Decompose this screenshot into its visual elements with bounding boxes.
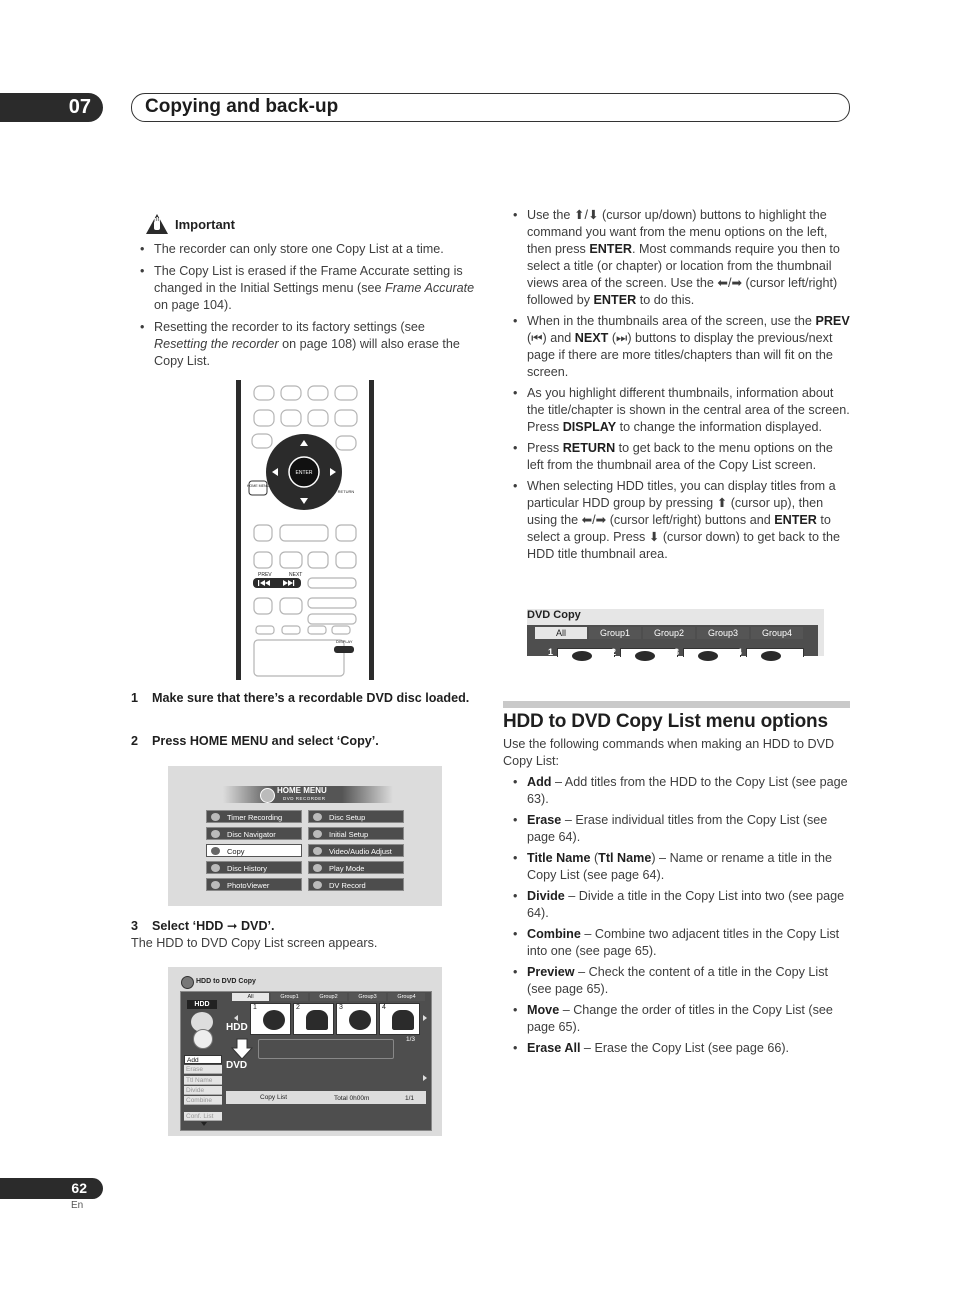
home-menu-item[interactable] bbox=[308, 810, 404, 823]
home-menu-item-label: PhotoViewer bbox=[227, 881, 270, 890]
menu-option-description: – Erase the Copy List (see page 66). bbox=[580, 1041, 790, 1055]
thumbnail-image bbox=[349, 1010, 371, 1030]
menu-option-description: – Divide a title in the Copy List into two (see page 64). bbox=[527, 889, 845, 920]
step-2-number: 2 bbox=[131, 734, 139, 748]
home-menu-item[interactable] bbox=[206, 844, 302, 857]
group-tabs-screenshot bbox=[527, 609, 824, 656]
home-menu-item[interactable] bbox=[308, 878, 404, 891]
important-label: Important bbox=[175, 216, 235, 232]
remote-next-label: NEXT bbox=[289, 572, 303, 578]
menu-option-item bbox=[513, 812, 851, 846]
page-language: En bbox=[71, 1200, 84, 1211]
important-item-reference: Frame Accurate bbox=[385, 281, 475, 295]
hdd-badge: HDD bbox=[187, 1000, 217, 1009]
thumbnail-image bbox=[392, 1010, 414, 1030]
copy-list-label: Copy List bbox=[260, 1094, 288, 1101]
copy-list-next-arrow[interactable] bbox=[423, 1075, 427, 1081]
copy-group-tabs bbox=[232, 993, 425, 1001]
step-3 bbox=[131, 918, 481, 935]
menu-option-alias: Ttl Name bbox=[598, 851, 652, 865]
step-3-number: 3 bbox=[131, 919, 139, 933]
menu-option-item bbox=[513, 1040, 851, 1057]
small-thumbnail-image bbox=[572, 651, 592, 661]
group-tab[interactable]: Group1 bbox=[271, 993, 308, 1001]
menu-option-item bbox=[513, 1002, 851, 1036]
title-thumbnail[interactable] bbox=[250, 1003, 291, 1035]
instruction-bullets bbox=[513, 207, 851, 567]
menu-option-item bbox=[513, 964, 851, 998]
section-intro: Use the following commands when making an HDD to DVD Copy List: bbox=[503, 737, 835, 768]
important-block bbox=[140, 213, 480, 375]
warning-hand-icon bbox=[145, 213, 169, 235]
home-menu-screenshot bbox=[168, 766, 442, 906]
important-item-text-end: on page 108) will also erase the Copy List. bbox=[154, 337, 460, 368]
instruction-item: • When selecting HDD titles, you can display titles from a particular HDD group by pressing ⬆ (cursor up), then using the ⬅/➡ (cursor left/right) buttons and ENTER to select a group. Press ⬇ (cursor down) to get back to the HDD title thumbnail area. bbox=[513, 478, 851, 563]
thumbnail-number: 2 bbox=[296, 1004, 300, 1011]
small-thumbnail-number: 1 bbox=[548, 647, 554, 657]
copy-disc-icon bbox=[181, 976, 194, 989]
page-indicator-bottom: 1/1 bbox=[405, 1095, 415, 1102]
group-tab[interactable]: Group4 bbox=[751, 627, 803, 639]
home-menu-item-label: Copy bbox=[227, 847, 245, 856]
small-thumbnail[interactable] bbox=[737, 647, 804, 657]
copy-list-screenshot bbox=[168, 967, 442, 1136]
important-item bbox=[140, 241, 480, 258]
menu-option-term: Divide bbox=[527, 889, 565, 903]
home-menu-item-label: DV Record bbox=[329, 881, 366, 890]
thumbnail-image bbox=[306, 1010, 328, 1030]
menu-option-description: – Change the order of titles in the Copy List (see page 65). bbox=[527, 1003, 833, 1034]
remote-home-menu-label: HOME MENU bbox=[246, 484, 270, 488]
small-thumbnail[interactable] bbox=[548, 647, 615, 657]
group-tab[interactable]: Group3 bbox=[697, 627, 749, 639]
info-box bbox=[258, 1039, 394, 1059]
step-2 bbox=[131, 733, 481, 750]
home-menu-item-label: Initial Setup bbox=[329, 830, 369, 839]
small-thumbnail-number: 4 bbox=[737, 647, 743, 657]
remote-return-label: RETURN bbox=[337, 489, 355, 494]
copy-menu-item[interactable]: Divide bbox=[184, 1086, 222, 1095]
step-1-number: 1 bbox=[131, 691, 139, 705]
instruction-item: • As you highlight different thumbnails, information about the title/chapter is shown in the central area of the screen. Press DISPLAY to change the information displayed. bbox=[513, 385, 851, 436]
menu-item-icon bbox=[211, 864, 220, 872]
menu-item-icon bbox=[211, 813, 220, 821]
menu-option-term: Add bbox=[527, 775, 552, 789]
chapter-title: Copying and back-up bbox=[131, 93, 850, 122]
group-tab[interactable]: Group2 bbox=[310, 993, 347, 1001]
home-menu-item-label: Disc Navigator bbox=[227, 830, 276, 839]
menu-option-description: – Add titles from the HDD to the Copy List (see page 63). bbox=[527, 775, 848, 806]
menu-option-description: – Check the content of a title in the Copy List (see page 65). bbox=[527, 965, 829, 996]
important-item bbox=[140, 263, 480, 314]
important-item-text: Resetting the recorder to its factory settings (see bbox=[154, 320, 425, 334]
menu-option-item: • Title Name (Ttl Name) – Name or rename a title in the Copy List (see page 64). bbox=[513, 850, 851, 884]
step-3-text: Select ‘HDD ➞ DVD’. bbox=[152, 919, 275, 933]
title-thumbnail[interactable] bbox=[336, 1003, 377, 1035]
step-2-text: Press HOME MENU and select ‘Copy’. bbox=[152, 734, 379, 748]
important-heading bbox=[140, 213, 480, 235]
important-item bbox=[140, 319, 480, 370]
menu-item-icon bbox=[313, 813, 322, 821]
copy-menu-item[interactable]: Add bbox=[184, 1055, 222, 1064]
home-menu-disc-icon bbox=[260, 788, 275, 803]
menu-option-description: – Combine two adjacent titles in the Copy List into one (see page 65). bbox=[527, 927, 840, 958]
home-menu-item-label: Disc Setup bbox=[329, 813, 366, 822]
small-thumbnail-image bbox=[761, 651, 781, 661]
title-thumbnail[interactable] bbox=[379, 1003, 420, 1035]
menu-option-item bbox=[513, 774, 851, 808]
copy-menu-item[interactable]: Erase bbox=[184, 1065, 222, 1074]
chapter-number: 07 bbox=[0, 93, 103, 122]
small-thumbnail-image bbox=[635, 651, 655, 661]
group-tab[interactable]: Group1 bbox=[589, 627, 641, 639]
small-screen-title: DVD Copy bbox=[527, 609, 581, 621]
menu-item-icon bbox=[313, 830, 322, 838]
home-menu-item[interactable] bbox=[206, 827, 302, 840]
small-thumbnail-number: 3 bbox=[674, 647, 680, 657]
small-group-tabs bbox=[535, 627, 803, 639]
menu-option-term: Preview bbox=[527, 965, 575, 979]
page-number: 62 bbox=[0, 1178, 103, 1199]
small-thumbnail-image bbox=[698, 651, 718, 661]
section-rule bbox=[503, 701, 850, 708]
home-menu-item-label: Disc History bbox=[227, 864, 268, 873]
home-menu-item[interactable] bbox=[308, 844, 404, 857]
menu-options-list bbox=[513, 774, 851, 1061]
hdd-label: HDD bbox=[226, 1022, 248, 1033]
menu-item-icon bbox=[313, 847, 322, 855]
home-menu-item[interactable] bbox=[308, 861, 404, 874]
instruction-item: • Use the ⬆/⬇ (cursor up/down) buttons to highlight the command you want from the menu options on the left, then press ENTER. Most commands require you then to select a title (or chapter) or location from the thumbnail views area of the screen. Use the ⬅/➡ (cursor left/right) followed by ENTER to do this. bbox=[513, 207, 851, 309]
small-thumbnail[interactable] bbox=[674, 647, 741, 657]
step-3-description: The HDD to DVD Copy List screen appears. bbox=[131, 936, 378, 950]
thumb-prev-arrow[interactable] bbox=[234, 1015, 238, 1021]
home-menu-item[interactable] bbox=[206, 810, 302, 823]
dvd-label: DVD bbox=[226, 1060, 248, 1071]
home-menu-title: HOME MENU bbox=[277, 786, 327, 795]
menu-option-term: Title Name bbox=[527, 851, 591, 865]
menu-item-icon bbox=[211, 881, 220, 889]
group-tab[interactable]: Group4 bbox=[388, 993, 425, 1001]
home-menu-item-label: Timer Recording bbox=[227, 813, 283, 822]
thumbnail-number: 4 bbox=[382, 1004, 386, 1011]
menu-scroll-down-icon[interactable] bbox=[201, 1122, 207, 1126]
menu-option-term: Combine bbox=[527, 927, 581, 941]
copy-menu-item[interactable]: Conf. List bbox=[184, 1112, 222, 1121]
step-1 bbox=[131, 690, 481, 707]
remote-enter-label: ENTER bbox=[295, 470, 313, 476]
group-tab[interactable]: Group3 bbox=[349, 993, 386, 1001]
menu-item-icon bbox=[313, 864, 322, 872]
menu-option-description: – Erase individual titles from the Copy List (see page 64). bbox=[527, 813, 828, 844]
menu-item-icon bbox=[211, 830, 220, 838]
home-menu-item-label: Video/Audio Adjust bbox=[329, 847, 392, 856]
remote-control-image bbox=[236, 380, 374, 680]
home-menu-item[interactable] bbox=[206, 861, 302, 874]
important-list bbox=[140, 241, 480, 370]
menu-option-term: Erase All bbox=[527, 1041, 581, 1055]
important-item-reference: Resetting the recorder bbox=[154, 337, 279, 351]
menu-item-icon bbox=[313, 881, 322, 889]
copy-menu-item[interactable]: Ttl Name bbox=[184, 1076, 222, 1085]
remote-prev-label: PREV bbox=[258, 572, 272, 578]
important-item-text: The Copy List is erased if the Frame Accurate setting is changed in the Initial Settings menu (see bbox=[154, 264, 463, 295]
thumbnail-image bbox=[263, 1010, 285, 1030]
hdd-disc-graphic-lower bbox=[193, 1029, 213, 1049]
home-menu-subtitle: DVD RECORDER bbox=[283, 796, 326, 801]
thumb-next-arrow[interactable] bbox=[423, 1015, 427, 1021]
remote-display-label: DISPLAY bbox=[336, 639, 353, 644]
home-menu-item-label: Play Mode bbox=[329, 864, 365, 873]
menu-option-term: Move bbox=[527, 1003, 560, 1017]
page-indicator-top: 1/3 bbox=[406, 1036, 416, 1043]
group-tab[interactable]: Group2 bbox=[643, 627, 695, 639]
menu-item-icon bbox=[211, 847, 220, 855]
title-thumbnail[interactable] bbox=[293, 1003, 334, 1035]
menu-option-description: – Name or rename a title in the Copy List (see page 64). bbox=[527, 851, 832, 882]
thumbnail-number: 1 bbox=[253, 1004, 257, 1011]
important-item-text-end: on page 104). bbox=[154, 298, 232, 312]
group-tab[interactable]: All bbox=[232, 993, 269, 1001]
group-tab[interactable]: All bbox=[535, 627, 587, 639]
copy-list-total: Total 0h00m bbox=[334, 1095, 370, 1102]
section-heading: HDD to DVD Copy List menu options bbox=[503, 711, 828, 732]
thumbnail-number: 3 bbox=[339, 1004, 343, 1011]
instruction-item: • Press RETURN to get back to the menu options on the left from the thumbnail area of the Copy List screen. bbox=[513, 440, 851, 474]
copy-screen-title: HDD to DVD Copy bbox=[196, 978, 256, 985]
instruction-item: • When in the thumbnails area of the screen, use the PREV (⏮) and NEXT (⏭) buttons to display the previous/next page if there are more titles/chapters than will fit on the screen. bbox=[513, 313, 851, 381]
menu-option-item bbox=[513, 926, 851, 960]
home-menu-item[interactable] bbox=[308, 827, 404, 840]
home-menu-item[interactable] bbox=[206, 878, 302, 891]
step-1-text: Make sure that there’s a recordable DVD disc loaded. bbox=[152, 691, 470, 705]
small-thumbnail-number: 2 bbox=[611, 647, 617, 657]
menu-option-item bbox=[513, 888, 851, 922]
important-item-text: The recorder can only store one Copy List at a time. bbox=[154, 242, 444, 256]
small-thumbnail[interactable] bbox=[611, 647, 678, 657]
copy-menu-item[interactable]: Combine bbox=[184, 1096, 222, 1105]
menu-option-term: Erase bbox=[527, 813, 562, 827]
